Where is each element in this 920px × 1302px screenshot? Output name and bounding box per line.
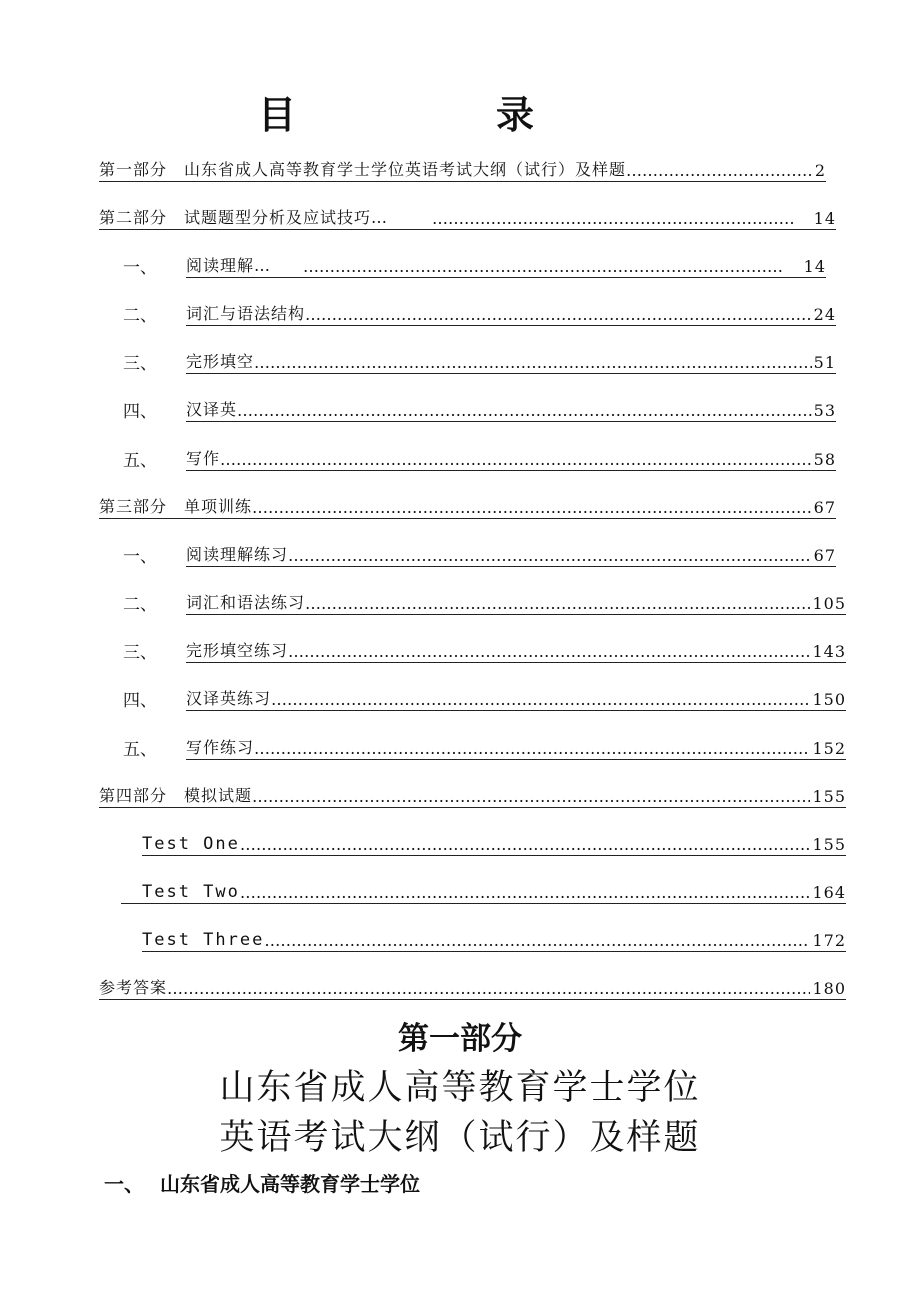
toc-entry-writing[interactable]: 写作 …………………………………………………………………………………………………………………………………………………………………………………… 58 <box>186 447 836 471</box>
toc-entry-cloze[interactable]: 完形填空 …………………………………………………………………………………………………………………………………………………………………………………… 51 <box>186 350 836 374</box>
toc-entry-part2[interactable]: 第二部分 试题题型分析及应试技巧… …………………………………………………………………………………………………………………………………………………………………………………… 14 <box>99 206 836 230</box>
toc-number: 一、 <box>123 258 157 278</box>
toc-entry-test-three[interactable]: Test Three …………………………………………………………………………………………………………………………………………………………………………………… 172 <box>142 928 846 952</box>
toc-number: 三、 <box>123 354 157 374</box>
section-subheading-text: 山东省成人高等教育学士学位 <box>160 1172 420 1196</box>
toc-entry-part3[interactable]: 第三部分 单项训练 …………………………………………………………………………………………………………………………………………………………………………………… 67 <box>99 495 836 519</box>
toc-entry-part1[interactable]: 第一部分 山东省成人高等教育学士学位英语考试大纲（试行）及样题 …………………………………………………………………………………………………………………………………………………………………………………… 2 <box>99 158 826 182</box>
toc-entry-translation-practice[interactable]: 汉译英练习 …………………………………………………………………………………………………………………………………………………………………………………… 150 <box>186 687 846 711</box>
toc-entry-test-two[interactable]: Test Two …………………………………………………………………………………………………………………………………………………………………………………… 164 <box>121 880 846 904</box>
part-title-line-2: 英语考试大纲（试行）及样题 <box>219 1118 701 1158</box>
toc-entry-test-one[interactable]: Test One …………………………………………………………………………………………………………………………………………………………………………………… 155 <box>142 832 846 856</box>
toc-number: 四、 <box>123 402 157 422</box>
part-heading: 第一部分 <box>398 1021 522 1057</box>
toc-entry-cloze-practice[interactable]: 完形填空练习 …………………………………………………………………………………………………………………………………………………………………………………… 143 <box>186 639 846 663</box>
toc-heading <box>0 84 920 140</box>
toc-entry-writing-practice[interactable]: 写作练习 …………………………………………………………………………………………………………………………………………………………………………………… 152 <box>186 736 846 760</box>
toc-number: 二、 <box>123 595 157 615</box>
toc-entry-reading-practice[interactable]: 阅读理解练习 …………………………………………………………………………………………………………………………………………………………………………………… 67 <box>186 543 836 567</box>
toc-entry-translation[interactable]: 汉译英 …………………………………………………………………………………………………………………………………………………………………………………… 53 <box>186 398 836 422</box>
toc-entry-vocab-grammar[interactable]: 词汇与语法结构 …………………………………………………………………………………………………………………………………………………………………………………… 24 <box>186 302 836 326</box>
section-subheading-number: 一、 <box>104 1172 144 1196</box>
toc-number: 一、 <box>123 547 157 567</box>
toc-number: 五、 <box>123 740 157 760</box>
toc-number: 二、 <box>123 306 157 326</box>
toc-number: 三、 <box>123 643 157 663</box>
toc-entry-answers[interactable]: 参考答案 …………………………………………………………………………………………………………………………………………………………………………………… 180 <box>99 976 846 1000</box>
toc-entry-vocab-practice[interactable]: 词汇和语法练习 …………………………………………………………………………………………………………………………………………………………………………………… 105 <box>186 591 846 615</box>
toc-number: 四、 <box>123 691 157 711</box>
toc-number: 五、 <box>123 451 157 471</box>
toc-entry-part4[interactable]: 第四部分 模拟试题 …………………………………………………………………………………………………………………………………………………………………………………… 155 <box>99 784 846 808</box>
toc-heading-left: 目 <box>258 93 297 137</box>
section-subheading <box>104 1168 420 1197</box>
toc-entry-reading[interactable]: 阅读理解… …………………………………………………………………………………………………………………………………………………………………………………… 14 <box>186 254 826 278</box>
part-title-line-1: 山东省成人高等教育学士学位 <box>219 1068 701 1108</box>
toc-heading-right: 录 <box>496 93 535 137</box>
